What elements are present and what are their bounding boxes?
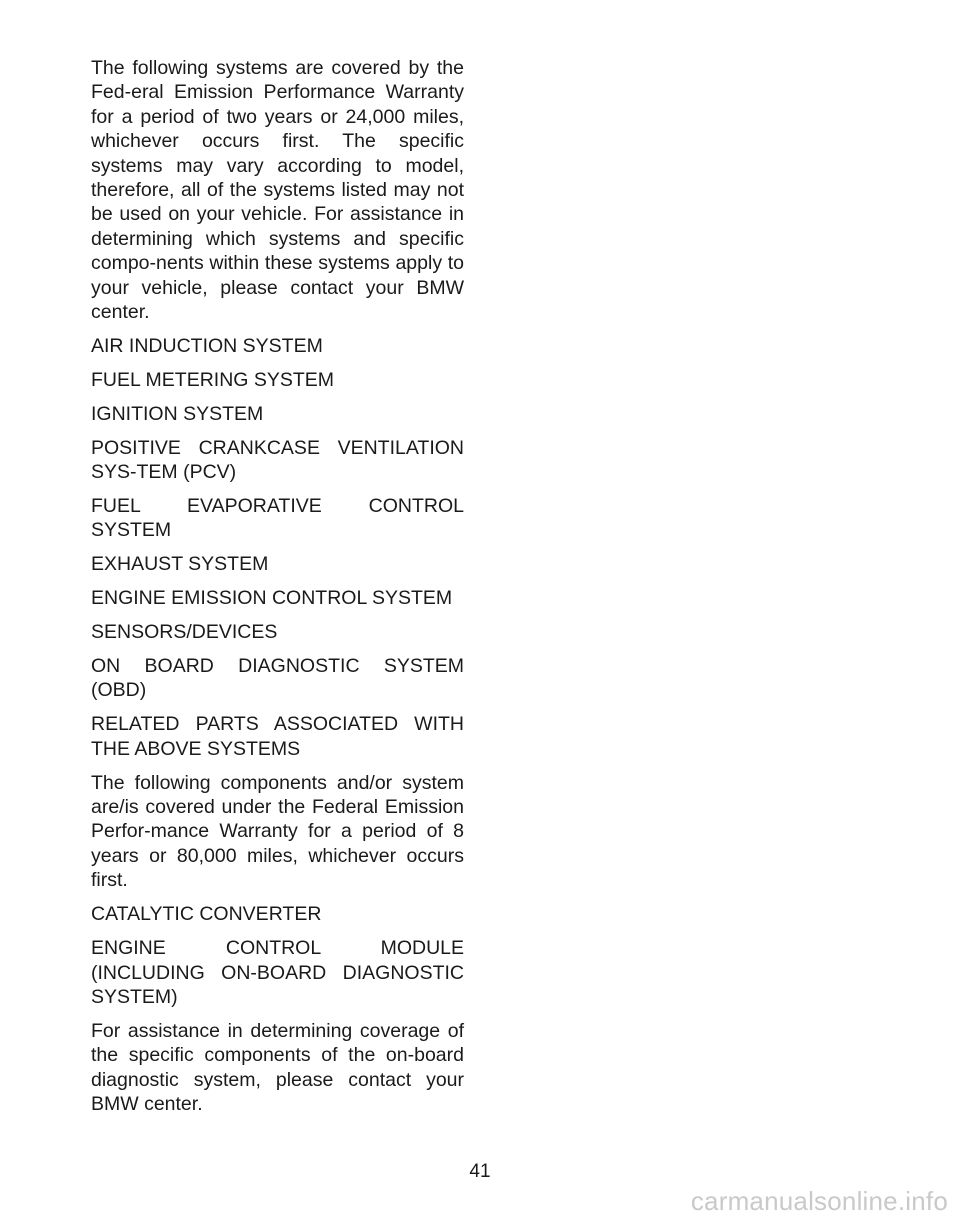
system-item-exhaust: EXHAUST SYSTEM xyxy=(91,553,269,576)
system-item-obd: ON BOARD DIAGNOSTIC SYSTEM (OBD) xyxy=(91,655,464,702)
assistance-paragraph: For assistance in determining coverage of the specific components of the on-board diagnostic system, please contact your BMW center. xyxy=(91,1019,464,1116)
system-item-fuel-metering: FUEL METERING SYSTEM xyxy=(91,368,335,391)
system-item-ignition: IGNITION SYSTEM xyxy=(91,402,264,425)
system-item-pcv: POSITIVE CRANKCASE VENTILATION SYS-TEM (PCV) xyxy=(91,436,464,484)
component-item-engine-control-module: ENGINE CONTROL MODULE (INCLUDING ON-BOARD DIAGNOSTIC SYSTEM) xyxy=(91,937,464,1008)
system-item-engine-emission: ENGINE EMISSION CONTROL SYSTEM xyxy=(91,587,453,610)
system-item-fuel-evaporative: FUEL EVAPORATIVE CONTROL SYSTEM xyxy=(91,495,464,542)
watermark-text: carmanualsonline.info xyxy=(690,1186,948,1216)
text-column xyxy=(91,56,464,1126)
page-number: 41 xyxy=(469,1161,491,1182)
component-item-catalytic-converter: CATALYTIC CONVERTER xyxy=(91,903,322,926)
system-item-related-parts: RELATED PARTS ASSOCIATED WITH THE ABOVE SYSTEMS xyxy=(91,713,464,760)
intro-paragraph: The following systems are covered by the Fed-eral Emission Performance Warranty for a period of two years or 24,000 miles, whichever occurs first. The specific systems may vary according to model, therefore, all of the systems listed may not be used on your vehicle. For assistance in determining which systems and specific compo-nents within these systems apply to your vehicle, please contact your BMW center. xyxy=(91,57,464,324)
system-item-air-induction: AIR INDUCTION SYSTEM xyxy=(91,334,323,357)
system-item-sensors: SENSORS/DEVICES xyxy=(91,621,278,644)
extended-warranty-paragraph: The following components and/or system are/is covered under the Federal Emission Perfor-mance Warranty for a period of 8 years or 80,000 miles, whichever occurs first. xyxy=(91,771,464,892)
